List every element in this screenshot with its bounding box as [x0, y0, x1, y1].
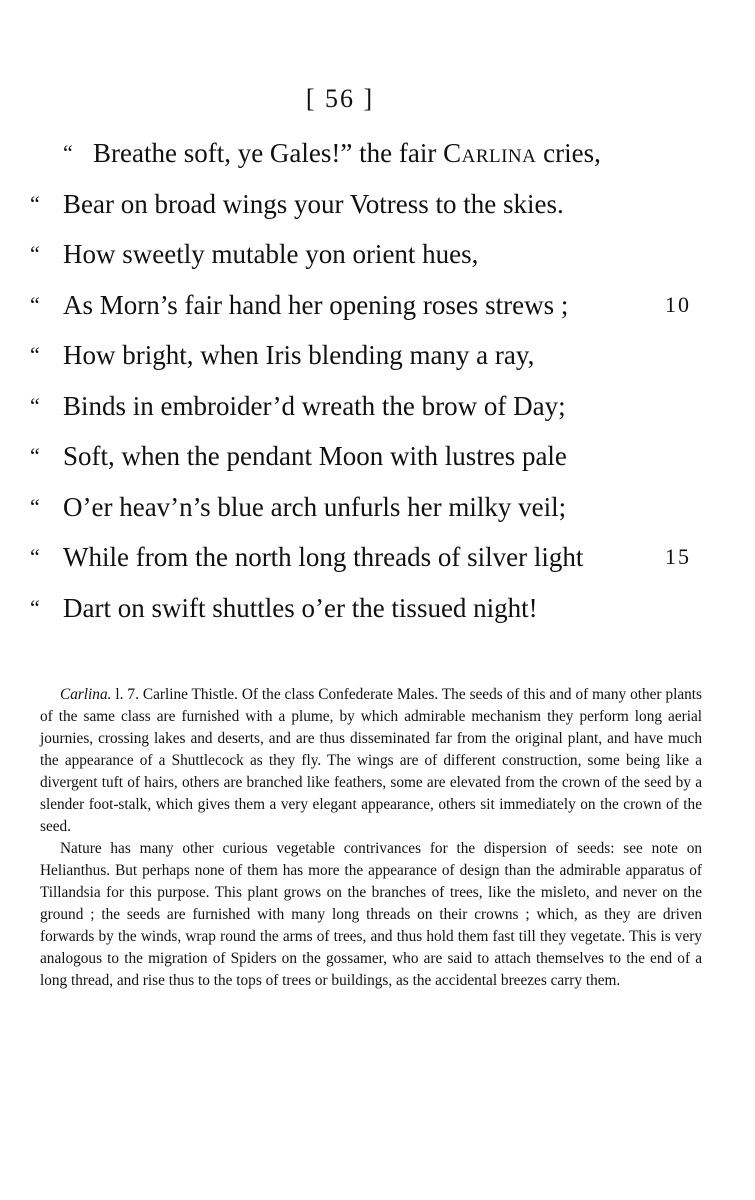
- footnotes: [40, 684, 702, 992]
- line-number: 15: [665, 544, 691, 569]
- verse-line-text: While from the north long threads of silver light: [63, 542, 584, 572]
- verse-line-1-part2: cries,: [536, 138, 601, 168]
- quote-mark: “: [30, 241, 40, 266]
- verse-line-4: [30, 280, 730, 331]
- note-paragraph-1: [40, 684, 702, 838]
- note-paragraph-2: Nature has many other curious vegetable contrivances for the dispersion of seeds: see note on Helianthus. But perhaps none of them has more the appearance of design than the admirable apparatus of Tillandsia for this purpose. This plant grows on the branches of trees, like the misleto, and never on the ground ; the seeds are furnished with many long threads on their crowns ; which, as they are driven forwards by the winds, wrap round the arms of trees, and thus hold them fast till they vegetate. This is very analogous to the migration of Spiders on the gossamer, who are said to attach themselves to the end of a long thread, and rise thus to the tops of trees or buildings, as the accidental breezes carry them.: [40, 840, 702, 989]
- verse-line-text: [93, 128, 601, 178]
- quote-mark: “: [30, 291, 40, 317]
- verse-line-1: [30, 128, 730, 179]
- quote-mark: “: [30, 544, 40, 569]
- note-ref: Carlina.: [60, 686, 112, 703]
- verse-block: [30, 128, 730, 633]
- page-number: [ 56 ]: [305, 84, 375, 113]
- quote-mark: “: [30, 493, 40, 519]
- verse-line-10: [30, 583, 730, 634]
- verse-line-text: O’er heav’n’s blue arch unfurls her milky veil;: [63, 491, 567, 522]
- quote-mark: “: [63, 140, 73, 165]
- quote-mark: “: [30, 392, 40, 418]
- verse-line-6: [30, 381, 730, 432]
- verse-line-7: [30, 431, 730, 482]
- verse-line-2: [30, 179, 730, 230]
- verse-line-5: [30, 330, 730, 381]
- verse-line-text: Binds in embroider’d wreath the brow of Day;: [63, 390, 566, 421]
- line-number: 10: [665, 291, 691, 317]
- verse-line-text: Bear on broad wings your Votress to the skies.: [63, 188, 564, 219]
- quote-mark: “: [30, 594, 40, 620]
- verse-line-8: [30, 482, 730, 533]
- quote-mark: “: [30, 443, 40, 468]
- carlina-name: Carlina: [443, 138, 537, 168]
- verse-line-3: [30, 229, 730, 280]
- verse-line-text: Soft, when the pendant Moon with lustres pale: [63, 441, 567, 471]
- verse-line-1-part1: Breathe soft, ye Gales!” the fair: [93, 138, 444, 168]
- verse-line-9: [30, 532, 730, 583]
- verse-line-text: How sweetly mutable yon orient hues,: [63, 239, 479, 269]
- quote-mark: “: [30, 342, 40, 367]
- verse-line-text: Dart on swift shuttles o’er the tissued night!: [63, 592, 538, 623]
- verse-line-text: How bright, when Iris blending many a ray,: [63, 340, 535, 370]
- quote-mark: “: [30, 190, 40, 216]
- note-cite: l. 7.: [111, 686, 139, 703]
- verse-line-text: As Morn’s fair hand her opening roses strews ;: [63, 289, 569, 320]
- note-body: Carline Thistle. Of the class Confederate Males. The seeds of this and of many other plants of the same class are furnished with a plume, by which admirable mechanism they perform long aerial journies, crossing lakes and deserts, and are thus disseminated far from the original plant, and have much the appearance of a Shuttlecock as they fly. The wings are of different construction, some being like a divergent tuft of hairs, others are branched like feathers, some are elevated from the crown of the seed by a slender foot-stalk, which gives them a very elegant appearance, others sit immediately on the crown of the seed.: [40, 686, 703, 835]
